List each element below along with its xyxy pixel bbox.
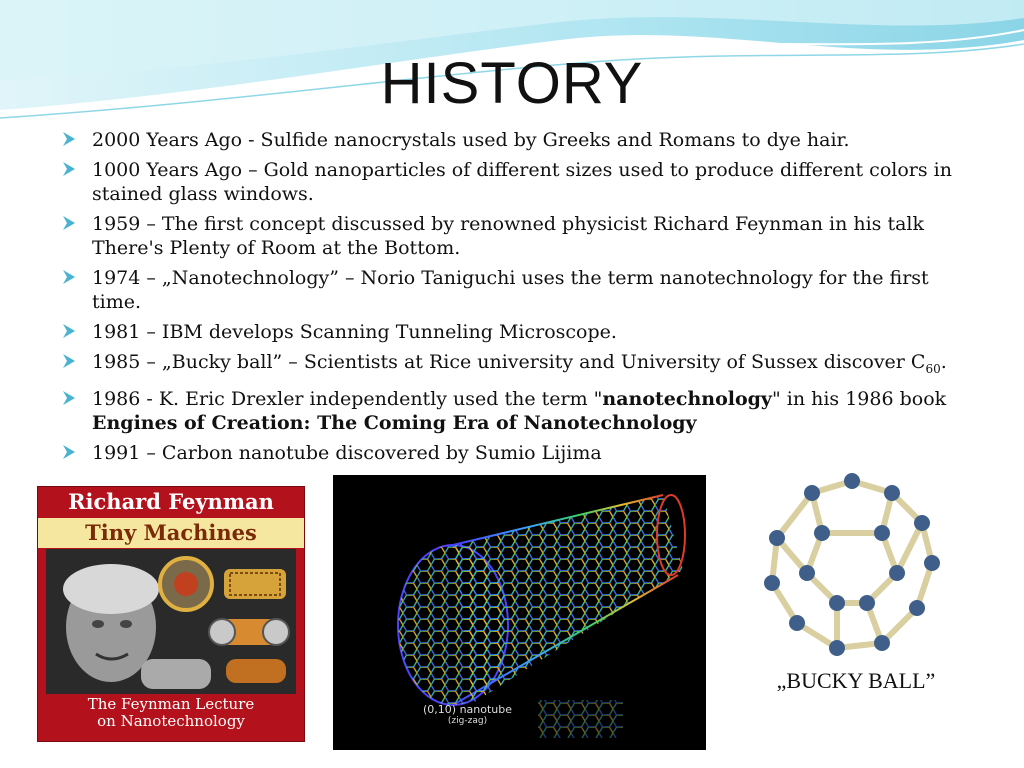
bullet-text: 1991 – Carbon nanotube discovered by Sumio Lijima [92, 441, 602, 464]
list-item [62, 212, 962, 260]
list-item [62, 387, 962, 435]
bullet-arrow-icon [62, 161, 76, 177]
bullet-text: 1959 – The first concept discussed by renowned physicist Richard Feynman in his talk There's Plenty of Room at the Bottom. [92, 213, 925, 259]
portrait-illustration-icon [46, 549, 296, 694]
cover-subtitle-line2: on Nanotechnology [97, 712, 245, 730]
list-item [62, 441, 962, 465]
nanotube-label-line2: (zig-zag) [447, 716, 488, 726]
cover-subtitle [38, 696, 304, 730]
nanotube-label [423, 703, 512, 726]
bold-term: nanotechnology [602, 387, 772, 410]
list-item [62, 350, 962, 381]
nanotube-illustration-icon [333, 475, 706, 750]
cover-title: Tiny Machines [38, 518, 304, 548]
cover-subtitle-line1: The Feynman Lecture [87, 695, 255, 713]
bucky-ball-illustration-icon [722, 463, 990, 668]
bullet-arrow-icon [62, 131, 76, 147]
bucky-ball-image [722, 463, 990, 668]
book-title: Engines of Creation: The Coming Era of Nanotechnology [92, 411, 697, 434]
nanotube-label-line1: (0,10) nanotube [423, 703, 513, 716]
bullet-arrow-icon [62, 353, 76, 369]
bullet-arrow-icon [62, 215, 76, 231]
bullet-text-suffix: . [940, 351, 947, 373]
slide-title: HISTORY [380, 51, 644, 116]
bullet-text: 2000 Years Ago - Sulfide nanocrystals used by Greeks and Romans to dye hair. [92, 129, 850, 151]
bullet-text: 1000 Years Ago – Gold nanoparticles of different sizes used to produce different colors in stained glass windows. [92, 159, 952, 205]
bullet-text: 1981 – IBM develops Scanning Tunneling Microscope. [92, 321, 617, 343]
carbon-nanotube-image [333, 475, 706, 750]
bullet-arrow-icon [62, 444, 76, 460]
bucky-ball-caption: „BUCKY BALL” [776, 668, 936, 693]
cover-photo [46, 549, 296, 694]
bullet-arrow-icon [62, 269, 76, 285]
list-item [62, 158, 962, 206]
bullet-arrow-icon [62, 323, 76, 339]
bullet-text-middle: " in his 1986 book [771, 387, 947, 410]
list-item [62, 266, 962, 314]
history-bullet-list [62, 128, 962, 471]
feynman-book-cover [37, 486, 305, 742]
bullet-text: 1986 - K. Eric Drexler independently used the term " [92, 387, 603, 410]
cover-author: Richard Feynman [68, 489, 274, 514]
bullet-text: 1985 – „Bucky ball” – Scientists at Rice university and University of Sussex discover C [92, 351, 926, 373]
list-item [62, 320, 962, 344]
subscript: 60 [925, 361, 941, 376]
bullet-arrow-icon [62, 390, 76, 406]
list-item [62, 128, 962, 152]
bullet-text: 1974 – „Nanotechnology” – Norio Taniguchi uses the term nanotechnology for the first time. [92, 267, 929, 313]
